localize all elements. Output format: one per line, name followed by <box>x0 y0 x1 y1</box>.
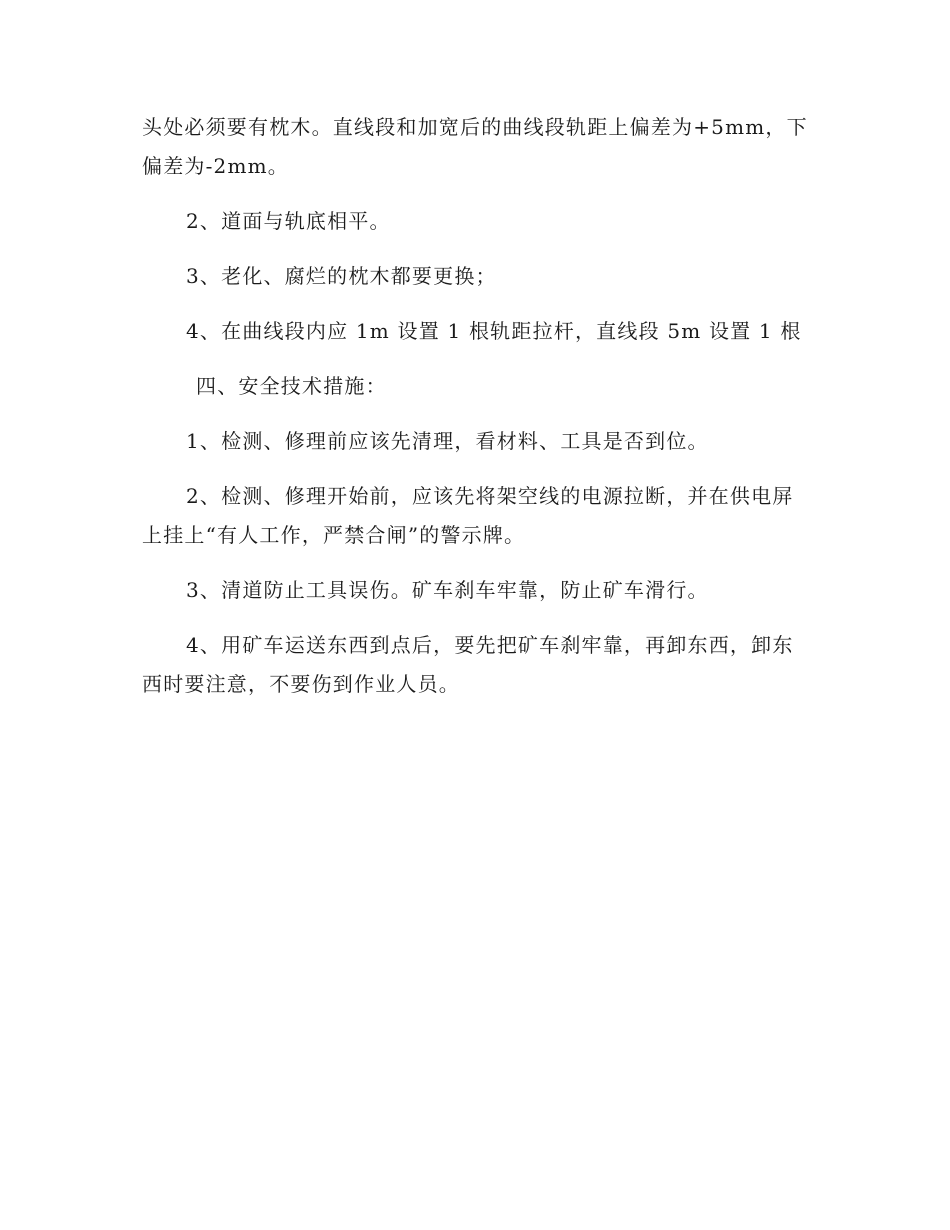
safety-item-4: 4、用矿车运送东西到点后，要先把矿车刹牢靠，再卸东西，卸东西时要注意，不要伤到作业人员。 <box>142 633 794 696</box>
safety-item-1: 1、检测、修理前应该先清理，看材料、工具是否到位。 <box>186 429 709 453</box>
section-heading-safety: 四、安全技术措施： <box>196 374 387 398</box>
safety-item-3: 3、清道防止工具误伤。矿车刹车牢靠，防止矿车滑行。 <box>186 578 709 602</box>
paragraph-item-2: 2、道面与轨底相平。 <box>186 209 391 233</box>
safety-item-2: 2、检测、修理开始前，应该先将架空线的电源拉断，并在供电屏上挂上“有人工作，严禁合闸”的警示牌。 <box>142 484 794 547</box>
document-body <box>142 108 810 720</box>
paragraph-continuation: 头处必须要有枕木。直线段和加宽后的曲线段轨距上偏差为+5mm，下偏差为-2mm。 <box>142 115 808 178</box>
paragraph-item-4: 4、在曲线段内应 1m 设置 1 根轨距拉杆，直线段 5m 设置 1 根 <box>186 319 802 343</box>
paragraph-item-3: 3、老化、腐烂的枕木都要更换； <box>186 264 497 288</box>
